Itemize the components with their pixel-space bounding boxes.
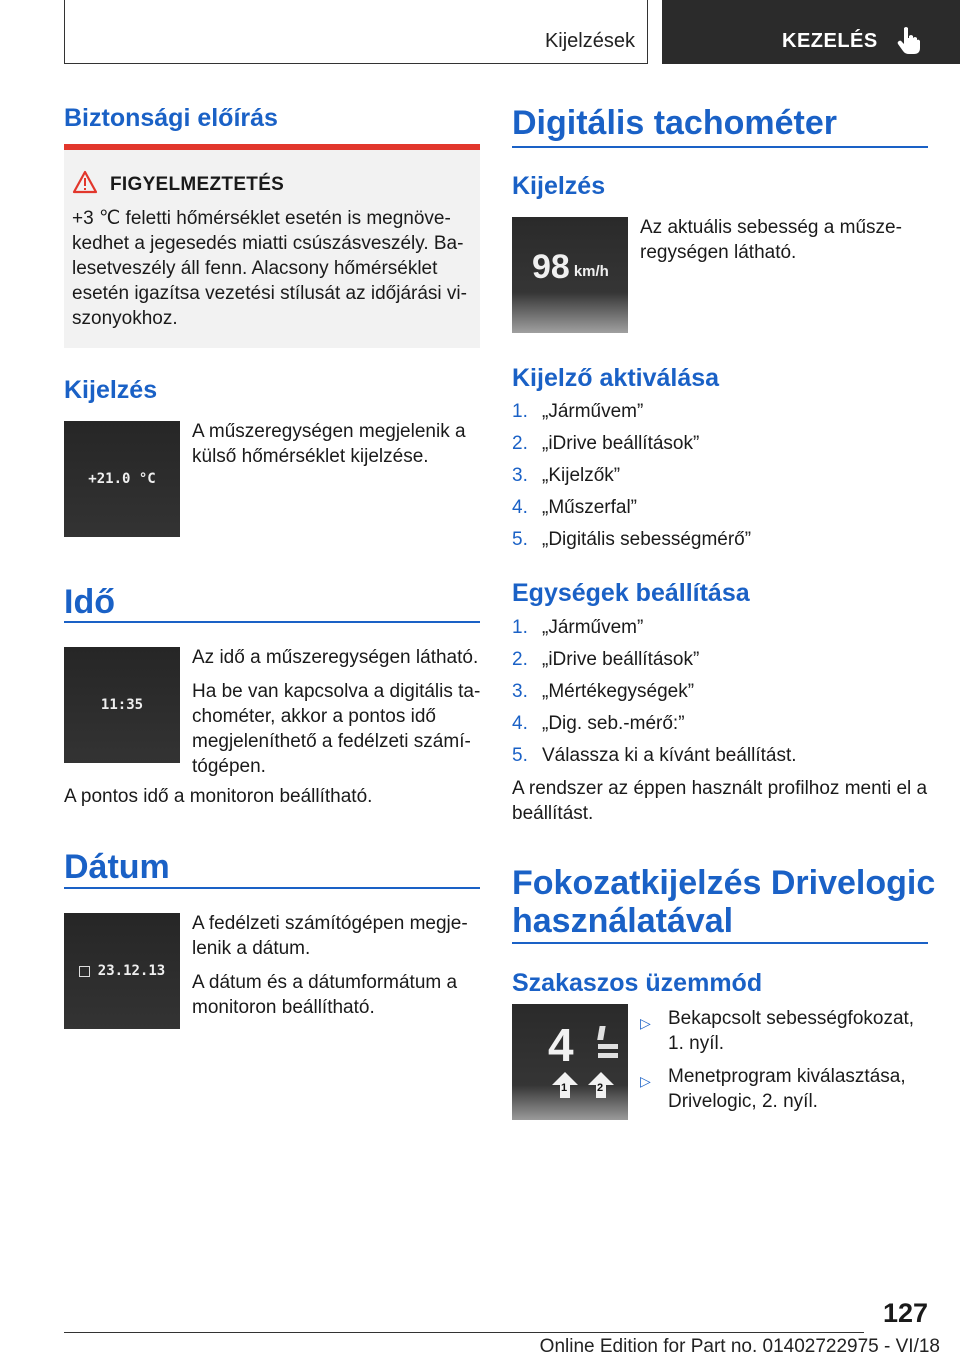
- step-number: 3.: [512, 681, 528, 702]
- warning-title: FIGYELMEZTETÉS: [110, 174, 285, 195]
- step-number: 4.: [512, 713, 528, 734]
- activate-steps-list: [512, 398, 932, 558]
- footer-rule: [64, 1332, 864, 1333]
- text-line: regységen látható.: [640, 242, 797, 263]
- step-number: 5.: [512, 745, 528, 766]
- date-heading-rule: [64, 887, 480, 889]
- temperature-display-image: [64, 421, 180, 537]
- warning-triangle-icon: [72, 170, 98, 194]
- warning-line: lesetveszély áll fenn. Alacsony hőmérséklet: [72, 258, 438, 279]
- calendar-icon: [79, 966, 90, 977]
- time-note: A pontos idő a monitoron beállítható.: [64, 786, 373, 807]
- date-display-image: [64, 913, 180, 1029]
- date-heading: Dátum: [64, 848, 170, 886]
- text-line: A rendszer az éppen használt profilhoz menti el a: [512, 778, 928, 799]
- text-line: Az idő a műszeregységen látható.: [192, 647, 479, 668]
- activate-heading: Kijelző aktiválása: [512, 364, 720, 392]
- temperature-text: [192, 419, 477, 469]
- arrow-label-2: 2: [597, 1082, 604, 1094]
- warning-line: kedhet a jegesedés miatti csúszásveszély. Ba‐: [72, 233, 464, 254]
- warning-text: [72, 206, 476, 331]
- heading-line: Fokozatkijelzés Drivelogic: [512, 864, 936, 902]
- date-value: 23.12.13: [97, 963, 166, 979]
- list-item: [512, 398, 932, 430]
- time-text: [192, 645, 482, 779]
- temperature-value: +21.0 °C: [88, 471, 156, 487]
- speed-value: 98: [532, 247, 570, 286]
- time-heading-rule: [64, 621, 480, 623]
- step-number: 5.: [512, 529, 528, 550]
- units-note: [512, 776, 932, 826]
- step-number: 1.: [512, 401, 528, 422]
- list-item: [512, 710, 932, 742]
- text-line: A fedélzeti számítógépen megje‐: [192, 913, 468, 934]
- units-heading: Egységek beállítása: [512, 579, 750, 607]
- text-line: A műszeregységen megjelenik a: [192, 421, 466, 442]
- time-heading: Idő: [64, 583, 115, 621]
- list-item: [512, 526, 932, 558]
- arrow-label-1: 1: [561, 1082, 568, 1094]
- text-line: megjeleníthető a fedélzeti számí‐: [192, 731, 471, 752]
- warning-line: esetén igazítsa vezetési stílusát az időjárási vi‐: [72, 283, 467, 304]
- text-line: monitoron beállítható.: [192, 997, 375, 1018]
- units-steps-list: [512, 614, 932, 774]
- gear-display-heading: [512, 864, 935, 940]
- edition-text: Online Edition for Part no. 01402722975 - VI/18: [539, 1336, 940, 1357]
- text-line: tógépen.: [192, 756, 266, 777]
- header-left-box: [64, 0, 648, 64]
- pointing-hand-icon: [896, 26, 922, 54]
- header-chapter-tab: [662, 0, 960, 64]
- list-item: [640, 1006, 930, 1056]
- page-number: 127: [882, 1298, 928, 1328]
- safety-heading: Biztonsági előírás: [64, 104, 278, 132]
- list-item: [640, 1064, 930, 1114]
- text-line: beállítást.: [512, 803, 594, 824]
- text-line: Bekapcsolt sebességfokozat,: [668, 1008, 915, 1029]
- step-text: Válassza ki a kívánt beállítást.: [542, 745, 797, 766]
- drivelogic-bars-icon: [594, 1024, 622, 1060]
- bullet-triangle-icon: ▷: [640, 1073, 651, 1089]
- warning-line: szonyokhoz.: [72, 308, 178, 329]
- step-text: „Járművem”: [542, 617, 644, 638]
- step-text: „Dig. seb.-mérő:”: [542, 713, 685, 734]
- time-display-image: [64, 647, 180, 763]
- step-text: „Mértékegységek”: [542, 681, 695, 702]
- text-line: chométer, akkor a pontos idő: [192, 706, 436, 727]
- text-line: lenik a dátum.: [192, 938, 311, 959]
- step-number: 3.: [512, 465, 528, 486]
- step-number: 1.: [512, 617, 528, 638]
- list-item: [512, 462, 932, 494]
- gear-display-image: [512, 1004, 628, 1120]
- speed-unit: km/h: [573, 262, 609, 280]
- list-item: [512, 430, 932, 462]
- chapter-label: KEZELÉS: [782, 30, 878, 52]
- heading-line: használatával: [512, 902, 734, 940]
- step-text: „Műszerfal”: [542, 497, 638, 518]
- display-heading-right: Kijelzés: [512, 172, 606, 200]
- step-text: „Járművem”: [542, 401, 644, 422]
- section-label: Kijelzések: [544, 30, 635, 52]
- text-line: Az aktuális sebesség a műsze‐: [640, 217, 902, 238]
- list-item: [512, 494, 932, 526]
- speed-text: [640, 215, 930, 265]
- speed-display-image: [512, 217, 628, 333]
- list-item: [512, 614, 932, 646]
- warning-line: +3 ℃ feletti hőmérséklet esetén is megnöve‐: [72, 208, 451, 229]
- list-item: [512, 646, 932, 678]
- tachometer-heading: Digitális tachométer: [512, 104, 837, 142]
- list-item: [512, 678, 932, 710]
- text-line: 1. nyíl.: [668, 1033, 724, 1054]
- text-line: Menetprogram kiválasztása,: [668, 1066, 906, 1087]
- bullet-triangle-icon: ▷: [640, 1015, 651, 1031]
- display-heading-left: Kijelzés: [64, 376, 158, 404]
- text-line: A dátum és a dátumformátum a: [192, 972, 458, 993]
- text-line: Ha be van kapcsolva a digitális ta‐: [192, 681, 481, 702]
- step-text: „iDrive beállítások”: [542, 649, 700, 670]
- gear-heading-rule: [512, 942, 928, 944]
- gear-bullet-list: [640, 1006, 930, 1122]
- sequential-heading: Szakaszos üzemmód: [512, 969, 763, 997]
- date-text: [192, 911, 482, 1020]
- step-text: „Digitális sebességmérő”: [542, 529, 752, 550]
- tachometer-heading-rule: [512, 146, 928, 148]
- step-number: 2.: [512, 649, 528, 670]
- list-item: [512, 742, 932, 774]
- gear-number: 4: [548, 1019, 574, 1071]
- step-text: „Kijelzők”: [542, 465, 621, 486]
- step-text: „iDrive beállítások”: [542, 433, 700, 454]
- text-line: külső hőmérséklet kijelzése.: [192, 446, 429, 467]
- step-number: 4.: [512, 497, 528, 518]
- text-line: Drivelogic, 2. nyíl.: [668, 1091, 818, 1112]
- time-value: 11:35: [100, 697, 144, 713]
- step-number: 2.: [512, 433, 528, 454]
